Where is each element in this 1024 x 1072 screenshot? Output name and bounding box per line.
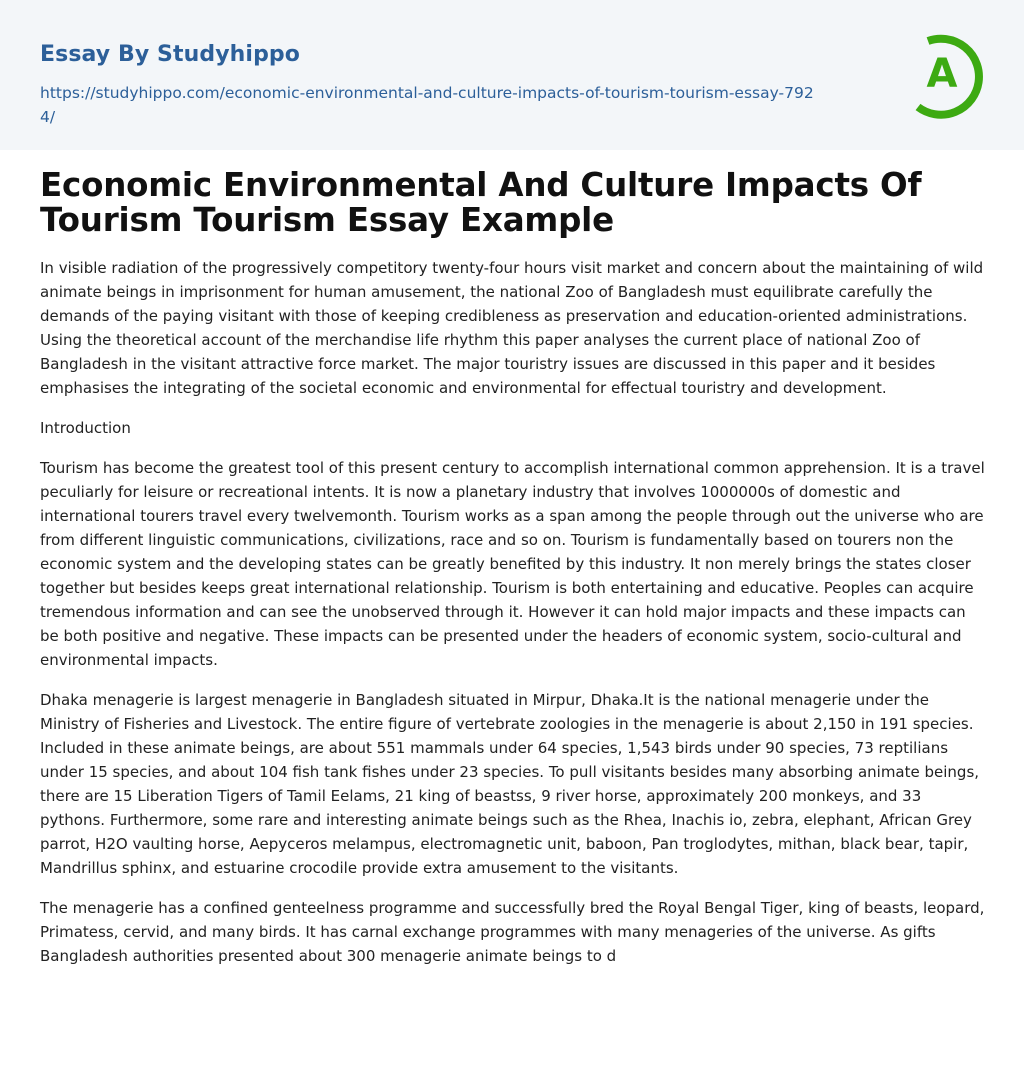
article [40, 168, 988, 984]
logo-letter: A [926, 51, 958, 97]
article-paragraph-dhaka-zoo: Dhaka menagerie is largest menagerie in Bangladesh situated in Mirpur, Dhaka.It is the national menagerie under the Ministry of Fisheries and Livestock. The entire figure of vertebrate zoologies in the menagerie is about 2,150 in 191 species. Included in these animate beings, are about 551 mammals under 64 species, 1,543 birds under 90 species, 73 reptilians under 15 species, and about 104 fish tank fishes under 23 species. To pull visitants besides many absorbing animate beings, there are 15 Liberation Tigers of Tamil Eelams, 21 king of beastss, 9 river horse, approximately 200 monkeys, and 33 pythons. Furthermore, some rare and interesting animate beings such as the Rhea, Inachis io, zebra, elephant, African Grey parrot, H2O vaulting horse, Aepyceros melampus, electromagnetic unit, baboon, Pan troglodytes, mithan, black bear, tapir, Mandrillus sphinx, and estuarine crocodile provide extra amusement to the visitants. [40, 691, 980, 877]
site-header [0, 0, 1024, 150]
site-brand[interactable]: Essay By Studyhippo [40, 42, 300, 67]
article-paragraph-abstract: In visible radiation of the progressively competitory twenty-four hours visit market and concern about the maintaining of wild animate beings in imprisonment for human amusement, the national Zoo of Bangladesh must equilibrate carefully the demands of the paying visitant with those of keeping credibleness as preservation and education-oriented administrations. Using the theoretical account of the merchandise life rhythm this paper analyses the current place of national Zoo of Bangladesh in the visitant attractive force market. The major touristry issues are discussed in this paper and it besides emphasises the integrating of the societal economic and environmental for effectual touristry and development. [40, 259, 984, 397]
article-paragraph-breeding: The menagerie has a confined genteelness programme and successfully bred the Royal Bengal Tiger, king of beasts, leopard, Primatess, cervid, and many birds. It has carnal exchange programmes with many menageries of the universe. As gifts Bangladesh authorities presented about 300 menagerie animate beings to d [40, 899, 985, 965]
studyhippo-logo-icon[interactable] [906, 24, 994, 120]
article-heading-introduction: Introduction [40, 419, 131, 437]
article-paragraph-tourism: Tourism has become the greatest tool of this present century to accomplish international common apprehension. It is a travel peculiarly for leisure or recreational intents. It is now a planetary industry that involves 1000000s of domestic and international tourers travel every twelvemonth. Tourism works as a span among the people through out the universe who are from different linguistic communications, civilizations, race and so on. Tourism is fundamentally based on tourers non the economic system and the developing states can be greatly benefited by this industry. It non merely brings the states closer together but besides keeps great international relationship. Tourism is both entertaining and educative. Peoples can acquire tremendous information and can see the unobserved through it. However it can hold major impacts and these impacts can be both positive and negative. These impacts can be presented under the headers of economic system, socio-cultural and environmental impacts. [40, 459, 985, 669]
source-url-link[interactable]: https://studyhippo.com/economic-environmental-and-culture-impacts-of-tourism-tourism-essay-7924/ [40, 84, 814, 126]
article-title: Economic Environmental And Culture Impacts Of Tourism Tourism Essay Example [40, 166, 922, 239]
